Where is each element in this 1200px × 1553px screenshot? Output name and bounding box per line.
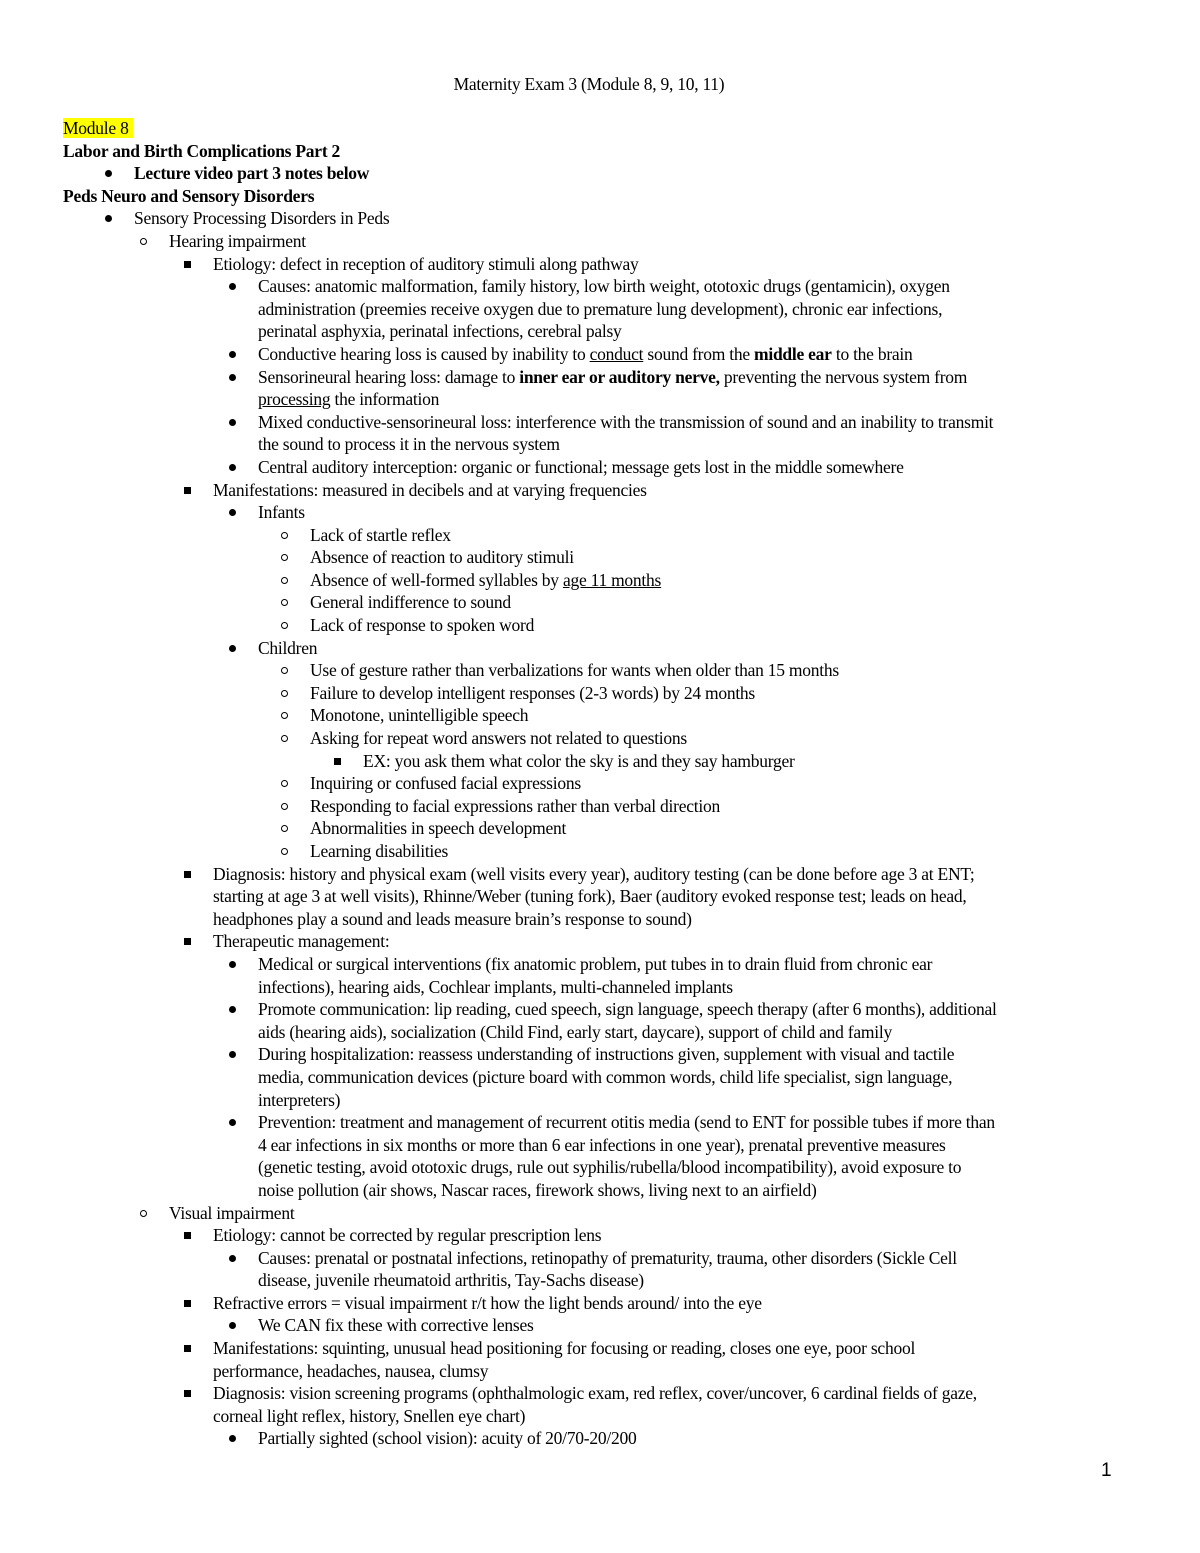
- line-text: headphones play a sound and leads measure brain’s response to sound): [213, 908, 692, 929]
- outline-line: [63, 569, 1133, 592]
- outline-line: [63, 1021, 1133, 1044]
- outline-line: [63, 1292, 1133, 1315]
- filled-bullet-icon: [221, 275, 243, 298]
- line-text: infections), hearing aids, Cochlear implants, multi-channeled implants: [258, 976, 733, 997]
- outline-line: [63, 162, 1133, 185]
- line-text: starting at age 3 at well visits), Rhinne/Weber (tuning fork), Baer (auditory evoked response test; leads on head,: [213, 886, 967, 907]
- outline-line: [63, 840, 1133, 863]
- line-text: Children: [258, 637, 318, 658]
- outline-line: [63, 1337, 1133, 1360]
- hollow-bullet-icon: [273, 727, 295, 750]
- line-text: Responding to facial expressions rather than verbal direction: [310, 795, 720, 816]
- line-text: 4 ear infections in six months or more than 6 ear infections in one year), prenatal preventive measures: [258, 1134, 946, 1155]
- outline-line: [63, 1405, 1133, 1428]
- line-text: Conductive hearing loss is caused by inability to: [258, 343, 590, 364]
- hollow-bullet-icon: [273, 795, 295, 818]
- outline-line: [63, 366, 1133, 389]
- line-text: Learning disabilities: [310, 841, 449, 861]
- line-text: performance, headaches, nausea, clumsy: [213, 1360, 489, 1381]
- line-text: Causes: anatomic malformation, family history, low birth weight, ototoxic drugs (gentamicin), oxygen: [258, 276, 950, 297]
- line-text: Central auditory interception: organic or functional; message gets lost in the middle somewhere: [258, 456, 904, 477]
- filled-bullet-icon: [221, 953, 243, 976]
- filled-bullet-icon: [221, 343, 243, 366]
- page-number: 1: [1101, 1460, 1112, 1481]
- outline-line: [63, 750, 1133, 773]
- highlighted-heading: Module 8: [63, 118, 133, 138]
- square-bullet-icon: [176, 479, 198, 502]
- line-text: We CAN fix these with corrective lenses: [258, 1315, 534, 1336]
- line-text: middle ear: [754, 343, 832, 364]
- outline-line: [63, 207, 1133, 230]
- filled-bullet-icon: [97, 207, 119, 230]
- line-text: Mixed conductive-sensorineural loss: interference with the transmission of sound and an inability to transmit: [258, 411, 994, 432]
- line-text: (genetic testing, avoid ototoxic drugs, rule out syphilis/rubella/blood incompatibility), avoid exposure to: [258, 1157, 962, 1178]
- outline-line: [63, 682, 1133, 705]
- line-text: inner ear or auditory nerve,: [519, 366, 720, 387]
- outline-line: [63, 546, 1133, 569]
- outline-line: [63, 704, 1133, 727]
- line-text: General indifference to sound: [310, 592, 511, 613]
- outline-line: [63, 1111, 1133, 1134]
- line-text: Peds Neuro and Sensory Disorders: [63, 185, 315, 206]
- outline-line: [63, 1224, 1133, 1247]
- line-text: conduct: [589, 343, 644, 364]
- filled-bullet-icon: [221, 456, 243, 479]
- outline-line: [63, 1156, 1133, 1179]
- outline-line: [63, 976, 1133, 999]
- outline-line: [63, 298, 1133, 321]
- filled-bullet-icon: [221, 1043, 243, 1066]
- hollow-bullet-icon: [273, 524, 295, 547]
- filled-bullet-icon: [221, 637, 243, 660]
- outline-line: [63, 795, 1133, 818]
- outline-line: [63, 524, 1133, 547]
- square-bullet-icon: [176, 1292, 198, 1315]
- outline-line: [63, 1269, 1133, 1292]
- line-text: aids (hearing aids), socialization (Child Find, early start, daycare), support of child and family: [258, 1021, 892, 1042]
- hollow-bullet-icon: [273, 772, 295, 795]
- line-text: preventing the nervous system from: [719, 366, 968, 387]
- outline-line: [63, 817, 1133, 840]
- line-text: Failure to develop intelligent responses (2-3 words) by 24 months: [310, 682, 755, 703]
- hollow-bullet-icon: [273, 546, 295, 569]
- line-text: age 11 months: [562, 569, 662, 590]
- page-title: Maternity Exam 3 (Module 8, 9, 10, 11): [453, 74, 725, 94]
- filled-bullet-icon: [221, 1247, 243, 1270]
- line-text: Lecture video part 3 notes below: [134, 163, 370, 184]
- line-text: interpreters): [258, 1089, 341, 1110]
- outline-line: [63, 433, 1133, 456]
- outline-line: [63, 885, 1133, 908]
- filled-bullet-icon: [221, 1427, 243, 1450]
- outline-line: [63, 275, 1133, 298]
- line-text: Lack of response to spoken word: [310, 615, 535, 636]
- line-text: Medical or surgical interventions (fix anatomic problem, put tubes in to drain fluid from chronic ear: [258, 953, 933, 974]
- outline-line: [63, 1360, 1133, 1383]
- line-text: Infants: [258, 502, 305, 523]
- filled-bullet-icon: [97, 162, 119, 185]
- outline-line: [63, 637, 1133, 660]
- line-text: sound from the: [643, 343, 754, 364]
- outline-line: [63, 479, 1133, 502]
- line-text: Hearing impairment: [169, 230, 306, 251]
- hollow-bullet-icon: [273, 614, 295, 637]
- outline-line: [63, 659, 1133, 682]
- line-text: Use of gesture rather than verbalizations for wants when older than 15 months: [310, 660, 839, 681]
- hollow-bullet-icon: [273, 817, 295, 840]
- outline-line: [63, 908, 1133, 931]
- line-text: Absence of reaction to auditory stimuli: [310, 547, 574, 568]
- line-text: Diagnosis: vision screening programs (ophthalmologic exam, red reflex, cover/uncover, 6 cardinal fields of gaze,: [213, 1383, 977, 1404]
- outline-line: [63, 998, 1133, 1021]
- outline-line: [63, 117, 1133, 140]
- outline-line: [63, 185, 1133, 208]
- line-text: noise pollution (air shows, Nascar races, firework shows, living next to an airfield): [258, 1179, 817, 1200]
- square-bullet-icon: [176, 863, 198, 886]
- outline-line: [63, 1066, 1133, 1089]
- square-bullet-icon: [326, 750, 348, 773]
- outline-line: [63, 411, 1133, 434]
- line-text: processing: [258, 389, 331, 410]
- line-text: disease, juvenile rheumatoid arthritis, Tay-Sachs disease): [258, 1270, 644, 1291]
- line-text: corneal light reflex, history, Snellen eye chart): [213, 1405, 526, 1426]
- line-text: EX: you ask them what color the sky is and they say hamburger: [363, 750, 795, 771]
- outline-line: [63, 614, 1133, 637]
- hollow-bullet-icon: [132, 1202, 154, 1225]
- outline-line: [63, 727, 1133, 750]
- outline-line: [63, 1202, 1133, 1225]
- square-bullet-icon: [176, 1382, 198, 1405]
- line-text: Diagnosis: history and physical exam (well visits every year), auditory testing (can be done before age 3 at ENT;: [213, 863, 975, 884]
- line-text: Therapeutic management:: [213, 931, 390, 952]
- outline-line: [63, 772, 1133, 795]
- line-text: to the brain: [831, 343, 913, 364]
- square-bullet-icon: [176, 1337, 198, 1360]
- filled-bullet-icon: [221, 1111, 243, 1134]
- outline-line: [63, 343, 1133, 366]
- line-text: perinatal asphyxia, perinatal infections, cerebral palsy: [258, 321, 622, 342]
- line-text: media, communication devices (picture board with common words, child life specialist, sign language,: [258, 1066, 953, 1087]
- hollow-bullet-icon: [132, 230, 154, 253]
- line-text: Asking for repeat word answers not related to questions: [310, 728, 687, 749]
- outline-line: [63, 140, 1133, 163]
- line-text: Inquiring or confused facial expressions: [310, 773, 581, 794]
- line-text: Labor and Birth Complications Part 2: [63, 140, 341, 161]
- outline-line: [63, 230, 1133, 253]
- outline-line: [63, 863, 1133, 886]
- outline-line: [63, 253, 1133, 276]
- outline-line: [63, 1043, 1133, 1066]
- outline-line: [63, 1382, 1133, 1405]
- line-text: Manifestations: squinting, unusual head positioning for focusing or reading, closes one eye, poor school: [213, 1338, 916, 1359]
- line-text: Monotone, unintelligible speech: [310, 705, 529, 726]
- filled-bullet-icon: [221, 366, 243, 389]
- line-text: administration (preemies receive oxygen due to premature lung development), chronic ear infections,: [258, 298, 943, 319]
- line-text: Refractive errors = visual impairment r/t how the light bends around/ into the eye: [213, 1292, 762, 1313]
- filled-bullet-icon: [221, 1314, 243, 1337]
- outline-line: [63, 953, 1133, 976]
- hollow-bullet-icon: [273, 659, 295, 682]
- notes-outline: [63, 117, 1133, 1450]
- line-text: Absence of well-formed syllables by: [310, 569, 563, 590]
- hollow-bullet-icon: [273, 682, 295, 705]
- line-text: Etiology: defect in reception of auditory stimuli along pathway: [213, 253, 639, 274]
- outline-line: [63, 1314, 1133, 1337]
- outline-line: [63, 456, 1133, 479]
- hollow-bullet-icon: [273, 591, 295, 614]
- line-text: Sensorineural hearing loss: damage to: [258, 366, 520, 387]
- outline-line: [63, 501, 1133, 524]
- filled-bullet-icon: [221, 411, 243, 434]
- line-text: Visual impairment: [169, 1202, 295, 1223]
- outline-line: [63, 1179, 1133, 1202]
- outline-line: [63, 1089, 1133, 1112]
- outline-line: [63, 320, 1133, 343]
- outline-line: [63, 1247, 1133, 1270]
- hollow-bullet-icon: [273, 840, 295, 863]
- line-text: Manifestations: measured in decibels and at varying frequencies: [213, 479, 647, 500]
- outline-line: [63, 1134, 1133, 1157]
- outline-line: [63, 388, 1133, 411]
- line-text: Causes: prenatal or postnatal infections, retinopathy of prematurity, trauma, other disorders (Sickle Cell: [258, 1247, 957, 1268]
- line-text: Lack of startle reflex: [310, 524, 451, 545]
- filled-bullet-icon: [221, 998, 243, 1021]
- line-text: the information: [330, 389, 440, 410]
- line-text: Promote communication: lip reading, cued speech, sign language, speech therapy (after 6 months), additional: [258, 999, 997, 1020]
- outline-line: [63, 1427, 1133, 1450]
- line-text: During hospitalization: reassess understanding of instructions given, supplement with visual and tactile: [258, 1044, 955, 1065]
- square-bullet-icon: [176, 253, 198, 276]
- line-text: the sound to process it in the nervous system: [258, 434, 560, 455]
- line-text: Abnormalities in speech development: [310, 818, 567, 839]
- outline-line: [63, 930, 1133, 953]
- square-bullet-icon: [176, 930, 198, 953]
- filled-bullet-icon: [221, 501, 243, 524]
- square-bullet-icon: [176, 1224, 198, 1247]
- hollow-bullet-icon: [273, 704, 295, 727]
- hollow-bullet-icon: [273, 569, 295, 592]
- line-text: Partially sighted (school vision): acuity of 20/70-20/200: [258, 1428, 637, 1449]
- line-text: Etiology: cannot be corrected by regular prescription lens: [213, 1225, 602, 1246]
- line-text: Sensory Processing Disorders in Peds: [134, 208, 390, 229]
- line-text: Prevention: treatment and management of recurrent otitis media (send to ENT for possible tubes if more than: [258, 1112, 995, 1133]
- outline-line: [63, 591, 1133, 614]
